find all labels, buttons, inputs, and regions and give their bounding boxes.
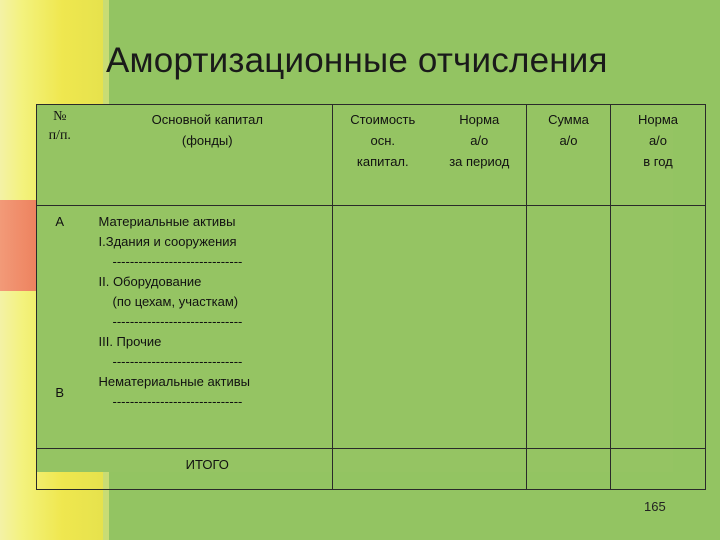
header-rate-year (611, 105, 706, 206)
header-cost (333, 105, 433, 206)
header-num (37, 105, 83, 206)
header-cost-line2: осн. (370, 133, 396, 148)
letters-cell (37, 206, 83, 449)
item-buildings: I.Здания и сооружения (98, 234, 237, 249)
items-cell (83, 206, 333, 449)
letter-a: А (55, 214, 65, 229)
item-equipment-note: (по цехам, участкам) (112, 294, 239, 309)
item-dashes-1: ------------------------------ (112, 254, 243, 269)
header-rate-period-line3: за период (449, 154, 510, 169)
item-other: III. Прочие (98, 334, 162, 349)
item-intangible-assets: Нематериальные активы (98, 374, 251, 389)
header-amount-line1: Сумма (548, 112, 589, 127)
header-rate-year-line2: а/о (648, 133, 668, 148)
total-label: ИТОГО (83, 449, 333, 490)
item-equipment: II. Оборудование (98, 274, 202, 289)
page-number: 165 (644, 499, 666, 514)
item-dashes-3: ------------------------------ (112, 354, 243, 369)
total-row (37, 449, 706, 490)
header-num-line2: п/п. (48, 128, 71, 143)
header-rate-period-line1: Норма (459, 112, 500, 127)
depreciation-table (36, 104, 678, 472)
header-cost-line3: капитал. (356, 154, 409, 169)
assets-row (37, 206, 706, 449)
total-cost-rate-cell (333, 449, 527, 490)
amount-cell (527, 206, 611, 449)
item-dashes-4: ------------------------------ (112, 394, 243, 409)
total-rate-year-cell (611, 449, 706, 490)
rate-year-cell (611, 206, 706, 449)
header-rate-period (433, 105, 527, 206)
letter-b: В (55, 385, 65, 400)
header-row (37, 105, 706, 206)
cost-rate-cell (333, 206, 527, 449)
header-rate-year-line1: Норма (637, 112, 678, 127)
header-cost-line1: Стоимость (350, 112, 416, 127)
header-capital (83, 105, 333, 206)
slide-title: Амортизационные отчисления (106, 41, 608, 80)
header-amount (527, 105, 611, 206)
total-num-cell (37, 449, 83, 490)
header-rate-period-line2: а/о (470, 133, 489, 148)
header-capital-line2: (фонды) (181, 133, 233, 148)
total-amount-cell (527, 449, 611, 490)
header-capital-line1: Основной капитал (151, 112, 263, 127)
header-num-line1: № (53, 109, 67, 124)
header-amount-line2: а/о (559, 133, 578, 148)
item-dashes-2: ------------------------------ (112, 314, 243, 329)
item-tangible-assets: Материальные активы (98, 214, 236, 229)
header-rate-year-line3: в год (643, 154, 673, 169)
